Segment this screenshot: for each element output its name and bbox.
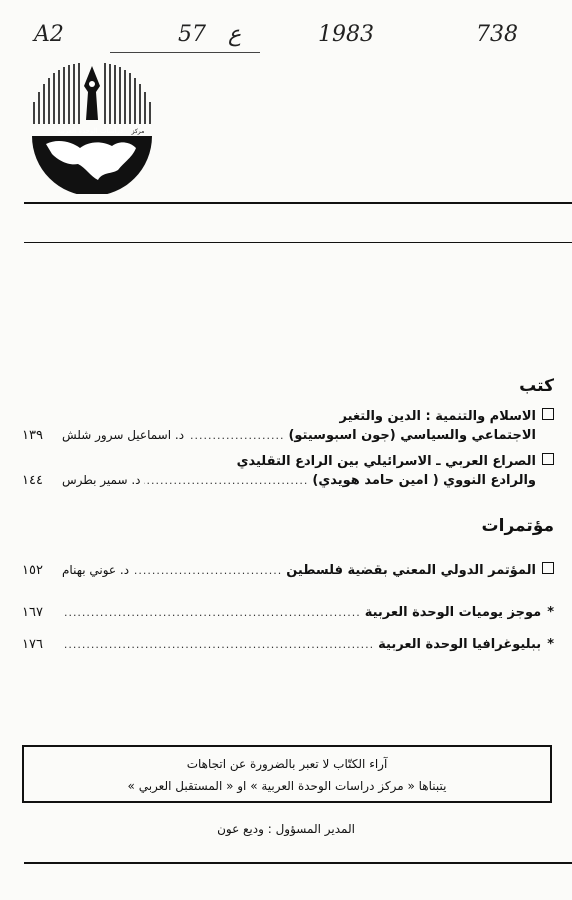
list-item <box>22 637 554 657</box>
page-number: ١٦٧ <box>22 605 43 620</box>
handwritten-year: 1983 <box>318 22 374 47</box>
section-title: ببليوغرافيا الوحدة العربية <box>378 637 542 652</box>
checkbox-icon <box>542 562 554 574</box>
list-item <box>22 453 554 493</box>
disclaimer-box <box>22 745 552 803</box>
logo-text: دراسات الوحدة العربية <box>57 127 123 135</box>
conference-title: المؤتمر الدولي المعني بقضية فلسطين <box>286 563 536 578</box>
disclaimer-line1: آراء الكتّاب لا تعبر بالضرورة عن اتجاهات <box>186 757 388 771</box>
book-author: د. سمير بطرس <box>62 473 141 487</box>
disclaimer-line2: يتبناها « مركز دراسات الوحدة العربية » او « المستقبل العربي » <box>127 779 447 793</box>
leader-dots <box>188 429 288 442</box>
handwritten-number: 57 <box>178 22 206 47</box>
list-item <box>22 605 554 625</box>
second-rule <box>24 242 572 243</box>
asterisk-icon: * <box>547 605 554 620</box>
top-rule <box>24 202 572 204</box>
conference-author: د. عوني بهنام <box>62 563 130 577</box>
page-number: ١٤٤ <box>22 473 43 488</box>
checkbox-icon <box>542 408 554 420</box>
bottom-rule <box>24 862 572 864</box>
list-item <box>22 562 554 582</box>
editor-credit: المدير المسؤول : وديع عون <box>217 822 355 836</box>
section-title: موجز يوميات الوحدة العربية <box>364 605 542 620</box>
books-heading: كتب <box>519 376 554 396</box>
book-author: د. اسماعيل سرور شلش <box>62 428 185 442</box>
asterisk-icon: * <box>547 637 554 652</box>
conferences-heading: مؤتمرات <box>481 516 554 536</box>
handwritten-id: 738 <box>476 22 518 47</box>
page-number: ١٧٦ <box>22 637 43 652</box>
list-item <box>22 408 554 448</box>
checkbox-icon <box>542 453 554 465</box>
book-title-line1: الاسلام والتنمية : الدين والتغير <box>339 409 536 424</box>
handwritten-code: A2 <box>34 22 64 47</box>
leader-dots <box>133 564 286 577</box>
page-number: ١٥٢ <box>22 563 43 578</box>
book-title-line2: والرادع النووي ( امين حامد هويدي) <box>312 473 536 488</box>
book-title-line1: الصراع العربي ـ الاسرائيلي بين الرادع التقليدي <box>236 454 536 469</box>
page-number: ١٣٩ <box>22 428 43 443</box>
leader-dots <box>144 474 312 487</box>
caus-logo-icon <box>28 62 156 194</box>
handwritten-underline <box>110 52 260 53</box>
book-title-line2: الاجتماعي والسياسي (جون اسبوسيتو) <box>288 428 536 443</box>
leader-dots <box>62 606 365 619</box>
leader-dots <box>62 638 378 651</box>
logo-text-markaz: مركز <box>131 128 145 135</box>
handwritten-letter: ع <box>228 22 242 47</box>
